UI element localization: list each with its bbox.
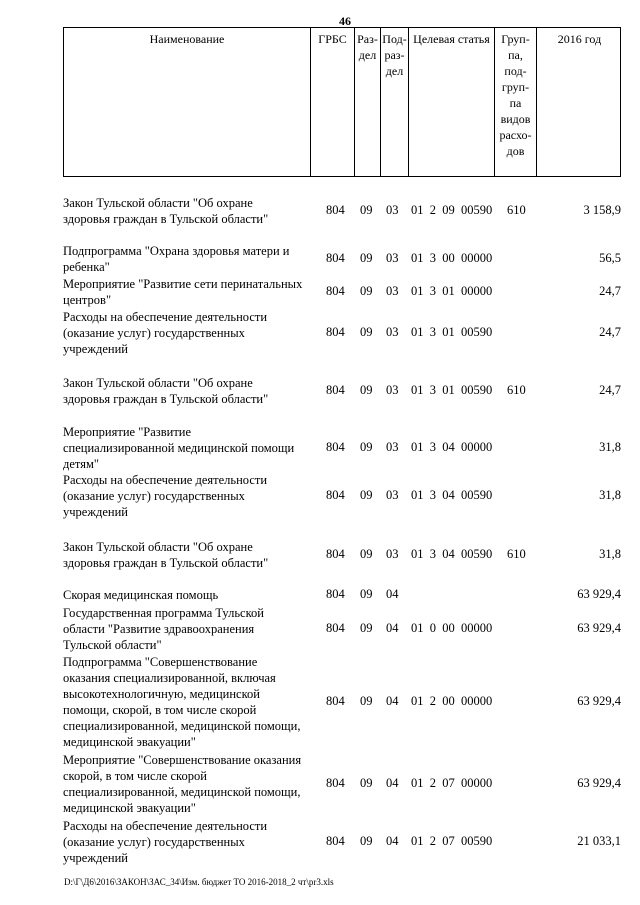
row-group: 610 xyxy=(507,203,526,217)
row-razdel: 09 xyxy=(360,251,373,265)
header-name: Наименование xyxy=(64,28,311,176)
row-podrazdel: 03 xyxy=(386,547,399,561)
file-path-footer: D:\Г\Д6\2016\ЗАКОН\ЗАС_34\Изм. бюджет ТО 2016-2018_2 чт\pr3.xls xyxy=(64,877,334,887)
row-podrazdel: 04 xyxy=(386,621,399,635)
row-group: 610 xyxy=(507,547,526,561)
row-name: Мероприятие "Совершенствование оказания скорой, в том числе скорой специализированной, медицинской помощи, медицинской эвакуации" xyxy=(63,753,302,815)
row-grbs: 804 xyxy=(326,834,345,848)
row-razdel: 09 xyxy=(360,203,373,217)
header-grbs: ГРБС xyxy=(311,28,355,176)
row-name: Государственная программа Тульской области "Развитие здравоохранения Тульской области" xyxy=(63,606,264,652)
row-podrazdel: 03 xyxy=(386,251,399,265)
row-target: 01 3 01 00590 xyxy=(411,325,493,339)
row-amount: 63 929,4 xyxy=(577,776,621,790)
row-amount: 63 929,4 xyxy=(577,587,621,601)
row-name: Скорая медицинская помощь xyxy=(63,588,219,602)
row-amount: 24,7 xyxy=(599,284,621,298)
row-razdel: 09 xyxy=(360,284,373,298)
row-grbs: 804 xyxy=(326,383,345,397)
row-target: 01 3 01 00590 xyxy=(411,383,493,397)
row-name: Расходы на обеспечение деятельности (оказание услуг) государственных учреждений xyxy=(63,473,268,519)
row-name: Подпрограмма "Совершенствование оказания специализированной, включая высокотехнологичную, медицинской помощи, скорой, в том числе скорой специализированной, медицинской помощи, медицинской эвакуации" xyxy=(63,655,301,749)
row-razdel: 09 xyxy=(360,547,373,561)
row-podrazdel: 03 xyxy=(386,440,399,454)
row-name: Расходы на обеспечение деятельности (оказание услуг) государственных учреждений xyxy=(63,819,268,865)
row-podrazdel: 03 xyxy=(386,383,399,397)
row-grbs: 804 xyxy=(326,284,345,298)
row-target: 01 3 00 00000 xyxy=(411,251,493,265)
row-target: 01 3 04 00590 xyxy=(411,547,493,561)
row-group: 610 xyxy=(507,383,526,397)
row-name: Закон Тульской области "Об охране здоровья граждан в Тульской области" xyxy=(63,196,269,226)
row-razdel: 09 xyxy=(360,488,373,502)
row-target: 01 2 07 00000 xyxy=(411,776,493,790)
row-razdel: 09 xyxy=(360,694,373,708)
row-grbs: 804 xyxy=(326,325,345,339)
row-razdel: 09 xyxy=(360,383,373,397)
row-amount: 3 158,9 xyxy=(583,203,621,217)
table-header xyxy=(63,27,621,177)
row-grbs: 804 xyxy=(326,587,345,601)
row-podrazdel: 03 xyxy=(386,284,399,298)
row-amount: 24,7 xyxy=(599,325,621,339)
row-target: 01 2 09 00590 xyxy=(411,203,493,217)
header-year: 2016 год xyxy=(557,32,602,46)
row-razdel: 09 xyxy=(360,776,373,790)
page-number: 46 xyxy=(339,14,351,28)
row-grbs: 804 xyxy=(326,547,345,561)
row-grbs: 804 xyxy=(326,203,345,217)
row-target: 01 3 04 00000 xyxy=(411,440,493,454)
row-podrazdel: 03 xyxy=(386,325,399,339)
row-name: Подпрограмма "Охрана здоровья матери и ребенка" xyxy=(63,244,290,274)
row-name: Мероприятие "Развитие сети перинатальных центров" xyxy=(63,277,303,307)
row-grbs: 804 xyxy=(326,621,345,635)
row-target: 01 2 00 00000 xyxy=(411,694,493,708)
row-amount: 24,7 xyxy=(599,383,621,397)
row-name: Закон Тульской области "Об охране здоровья граждан в Тульской области" xyxy=(63,376,269,406)
row-target: 01 3 04 00590 xyxy=(411,488,493,502)
row-amount: 56,5 xyxy=(599,251,621,265)
row-amount: 63 929,4 xyxy=(577,621,621,635)
row-razdel: 09 xyxy=(360,621,373,635)
row-amount: 21 033,1 xyxy=(577,834,621,848)
row-name: Мероприятие "Развитие специализированной медицинской помощи детям" xyxy=(63,425,295,471)
row-razdel: 09 xyxy=(360,587,373,601)
row-grbs: 804 xyxy=(326,488,345,502)
row-grbs: 804 xyxy=(326,694,345,708)
header-podrazdel: Под- раз- дел xyxy=(381,28,409,176)
row-amount: 63 929,4 xyxy=(577,694,621,708)
row-name: Расходы на обеспечение деятельности (оказание услуг) государственных учреждений xyxy=(63,310,268,356)
header-razdel: Раз- дел xyxy=(355,28,381,176)
row-amount: 31,8 xyxy=(599,488,621,502)
row-grbs: 804 xyxy=(326,776,345,790)
row-target: 01 2 07 00590 xyxy=(411,834,493,848)
row-amount: 31,8 xyxy=(599,547,621,561)
row-grbs: 804 xyxy=(326,251,345,265)
header-target: Целевая статья xyxy=(409,28,495,176)
row-podrazdel: 03 xyxy=(386,488,399,502)
row-podrazdel: 04 xyxy=(386,776,399,790)
row-podrazdel: 04 xyxy=(386,587,399,601)
row-podrazdel: 04 xyxy=(386,834,399,848)
row-target: 01 0 00 00000 xyxy=(411,621,493,635)
row-podrazdel: 03 xyxy=(386,203,399,217)
row-razdel: 09 xyxy=(360,325,373,339)
row-razdel: 09 xyxy=(360,834,373,848)
row-podrazdel: 04 xyxy=(386,694,399,708)
row-amount: 31,8 xyxy=(599,440,621,454)
row-target: 01 3 01 00000 xyxy=(411,284,493,298)
header-group: Груп- па, под- груп- па видов расхо- дов xyxy=(495,28,537,176)
row-name: Закон Тульской области "Об охране здоровья граждан в Тульской области" xyxy=(63,540,269,570)
row-razdel: 09 xyxy=(360,440,373,454)
row-grbs: 804 xyxy=(326,440,345,454)
